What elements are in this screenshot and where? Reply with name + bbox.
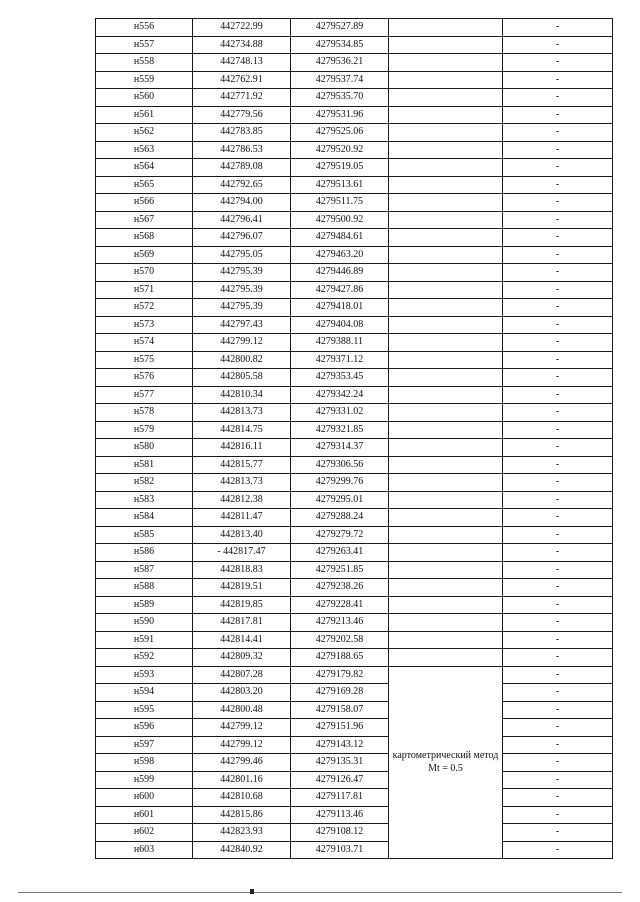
x-coordinate-cell: 442800.48 <box>193 701 291 719</box>
point-cell: н586 <box>96 544 193 562</box>
table-row <box>96 421 613 439</box>
point-cell: н590 <box>96 614 193 632</box>
y-coordinate-cell: 4279108.12 <box>291 824 389 842</box>
x-coordinate-cell: 442800.82 <box>193 351 291 369</box>
table-row <box>96 211 613 229</box>
x-coordinate-cell: 442813.40 <box>193 526 291 544</box>
accuracy-dash-cell: - <box>503 509 613 527</box>
table-row <box>96 299 613 317</box>
table-row <box>96 124 613 142</box>
y-coordinate-cell: 4279446.89 <box>291 264 389 282</box>
method-cell-empty <box>389 106 503 124</box>
y-coordinate-cell: 4279143.12 <box>291 736 389 754</box>
y-coordinate-cell: 4279188.65 <box>291 649 389 667</box>
x-coordinate-cell: 442813.73 <box>193 404 291 422</box>
point-cell: н577 <box>96 386 193 404</box>
method-cell-empty <box>389 579 503 597</box>
y-coordinate-cell: 4279531.96 <box>291 106 389 124</box>
point-cell: н571 <box>96 281 193 299</box>
table-row <box>96 106 613 124</box>
y-coordinate-cell: 4279151.96 <box>291 719 389 737</box>
method-cell-empty <box>389 89 503 107</box>
x-coordinate-cell: 442801.16 <box>193 771 291 789</box>
y-coordinate-cell: 4279463.20 <box>291 246 389 264</box>
method-cell-empty <box>389 159 503 177</box>
x-coordinate-cell: 442786.53 <box>193 141 291 159</box>
table-row <box>96 666 613 684</box>
x-coordinate-cell: 442816.11 <box>193 439 291 457</box>
x-coordinate-cell: 442815.86 <box>193 806 291 824</box>
y-coordinate-cell: 4279511.75 <box>291 194 389 212</box>
method-cell-empty <box>389 386 503 404</box>
method-note: картометрический метод Mt = 0.5 <box>389 666 503 859</box>
x-coordinate-cell: 442748.13 <box>193 54 291 72</box>
accuracy-dash-cell: - <box>503 649 613 667</box>
point-cell: н565 <box>96 176 193 194</box>
table-row <box>96 789 613 807</box>
table-row <box>96 561 613 579</box>
point-cell: н582 <box>96 474 193 492</box>
accuracy-dash-cell: - <box>503 229 613 247</box>
table-row <box>96 491 613 509</box>
method-cell-empty <box>389 526 503 544</box>
table-row <box>96 176 613 194</box>
x-coordinate-cell: 442818.83 <box>193 561 291 579</box>
accuracy-dash-cell: - <box>503 369 613 387</box>
accuracy-dash-cell: - <box>503 71 613 89</box>
accuracy-dash-cell: - <box>503 141 613 159</box>
table-row <box>96 246 613 264</box>
x-coordinate-cell: 442799.12 <box>193 719 291 737</box>
point-cell: н600 <box>96 789 193 807</box>
x-coordinate-cell: 442792.65 <box>193 176 291 194</box>
accuracy-dash-cell: - <box>503 544 613 562</box>
accuracy-dash-cell: - <box>503 491 613 509</box>
accuracy-dash-cell: - <box>503 19 613 37</box>
y-coordinate-cell: 4279279.72 <box>291 526 389 544</box>
table-row <box>96 474 613 492</box>
y-coordinate-cell: 4279126.47 <box>291 771 389 789</box>
method-cell-empty <box>389 509 503 527</box>
table-row <box>96 526 613 544</box>
y-coordinate-cell: 4279306.56 <box>291 456 389 474</box>
method-cell-empty <box>389 614 503 632</box>
method-cell-empty <box>389 229 503 247</box>
accuracy-dash-cell: - <box>503 701 613 719</box>
y-coordinate-cell: 4279519.05 <box>291 159 389 177</box>
y-coordinate-cell: 4279202.58 <box>291 631 389 649</box>
table-row <box>96 701 613 719</box>
table-row <box>96 351 613 369</box>
method-cell-empty <box>389 369 503 387</box>
x-coordinate-cell: 442794.00 <box>193 194 291 212</box>
accuracy-dash-cell: - <box>503 124 613 142</box>
point-cell: н603 <box>96 841 193 859</box>
point-cell: н558 <box>96 54 193 72</box>
point-cell: н589 <box>96 596 193 614</box>
accuracy-dash-cell: - <box>503 54 613 72</box>
accuracy-dash-cell: - <box>503 264 613 282</box>
accuracy-dash-cell: - <box>503 159 613 177</box>
x-coordinate-cell: 442810.68 <box>193 789 291 807</box>
point-cell: н566 <box>96 194 193 212</box>
x-coordinate-cell: 442811.47 <box>193 509 291 527</box>
accuracy-dash-cell: - <box>503 631 613 649</box>
method-cell-empty <box>389 246 503 264</box>
point-cell: н597 <box>96 736 193 754</box>
table-row <box>96 841 613 859</box>
point-cell: н585 <box>96 526 193 544</box>
method-cell-empty <box>389 211 503 229</box>
method-cell-empty <box>389 141 503 159</box>
accuracy-dash-cell: - <box>503 334 613 352</box>
point-cell: н592 <box>96 649 193 667</box>
accuracy-dash-cell: - <box>503 596 613 614</box>
point-cell: н563 <box>96 141 193 159</box>
point-cell: н573 <box>96 316 193 334</box>
accuracy-dash-cell: - <box>503 824 613 842</box>
point-cell: н593 <box>96 666 193 684</box>
table-row <box>96 736 613 754</box>
method-cell-empty <box>389 649 503 667</box>
point-cell: н578 <box>96 404 193 422</box>
point-cell: н569 <box>96 246 193 264</box>
accuracy-dash-cell: - <box>503 754 613 772</box>
x-coordinate-cell: 442795.39 <box>193 281 291 299</box>
accuracy-dash-cell: - <box>503 439 613 457</box>
point-cell: н599 <box>96 771 193 789</box>
table-row <box>96 456 613 474</box>
x-coordinate-cell: 442803.20 <box>193 684 291 702</box>
page-bottom-rule <box>18 892 622 893</box>
point-cell: н572 <box>96 299 193 317</box>
point-cell: н588 <box>96 579 193 597</box>
x-coordinate-cell: 442814.75 <box>193 421 291 439</box>
table-row <box>96 404 613 422</box>
y-coordinate-cell: 4279427.86 <box>291 281 389 299</box>
accuracy-dash-cell: - <box>503 456 613 474</box>
method-cell-empty <box>389 456 503 474</box>
table-row <box>96 509 613 527</box>
x-coordinate-cell: 442796.07 <box>193 229 291 247</box>
y-coordinate-cell: 4279117.81 <box>291 789 389 807</box>
y-coordinate-cell: 4279251.85 <box>291 561 389 579</box>
accuracy-dash-cell: - <box>503 421 613 439</box>
table-row <box>96 194 613 212</box>
x-coordinate-cell: 442795.05 <box>193 246 291 264</box>
y-coordinate-cell: 4279103.71 <box>291 841 389 859</box>
table-row <box>96 771 613 789</box>
method-cell-empty <box>389 544 503 562</box>
point-cell: н568 <box>96 229 193 247</box>
accuracy-dash-cell: - <box>503 684 613 702</box>
x-coordinate-cell: 442815.77 <box>193 456 291 474</box>
point-cell: н575 <box>96 351 193 369</box>
x-coordinate-cell: 442814.41 <box>193 631 291 649</box>
x-coordinate-cell: 442789.08 <box>193 159 291 177</box>
y-coordinate-cell: 4279314.37 <box>291 439 389 457</box>
point-cell: н560 <box>96 89 193 107</box>
x-coordinate-cell: 442817.81 <box>193 614 291 632</box>
x-coordinate-cell: 442762.91 <box>193 71 291 89</box>
y-coordinate-cell: 4279525.06 <box>291 124 389 142</box>
x-coordinate-cell: 442795.39 <box>193 264 291 282</box>
accuracy-dash-cell: - <box>503 316 613 334</box>
point-cell: н584 <box>96 509 193 527</box>
table-row <box>96 54 613 72</box>
method-cell-empty <box>389 631 503 649</box>
accuracy-dash-cell: - <box>503 474 613 492</box>
y-coordinate-cell: 4279299.76 <box>291 474 389 492</box>
y-coordinate-cell: 4279135.31 <box>291 754 389 772</box>
y-coordinate-cell: 4279213.46 <box>291 614 389 632</box>
point-cell: н559 <box>96 71 193 89</box>
y-coordinate-cell: 4279158.07 <box>291 701 389 719</box>
point-cell: н561 <box>96 106 193 124</box>
method-cell-empty <box>389 176 503 194</box>
table-row <box>96 631 613 649</box>
method-cell-empty <box>389 281 503 299</box>
y-coordinate-cell: 4279263.41 <box>291 544 389 562</box>
x-coordinate-cell: 442779.56 <box>193 106 291 124</box>
accuracy-dash-cell: - <box>503 299 613 317</box>
accuracy-dash-cell: - <box>503 36 613 54</box>
y-coordinate-cell: 4279179.82 <box>291 666 389 684</box>
accuracy-dash-cell: - <box>503 614 613 632</box>
x-coordinate-cell: 442796.41 <box>193 211 291 229</box>
accuracy-dash-cell: - <box>503 211 613 229</box>
accuracy-dash-cell: - <box>503 351 613 369</box>
accuracy-dash-cell: - <box>503 719 613 737</box>
y-coordinate-cell: 4279342.24 <box>291 386 389 404</box>
method-cell-empty <box>389 561 503 579</box>
table-row <box>96 386 613 404</box>
accuracy-dash-cell: - <box>503 404 613 422</box>
point-cell: н576 <box>96 369 193 387</box>
y-coordinate-cell: 4279527.89 <box>291 19 389 37</box>
table-row <box>96 439 613 457</box>
point-cell: н602 <box>96 824 193 842</box>
table-row <box>96 159 613 177</box>
accuracy-dash-cell: - <box>503 561 613 579</box>
y-coordinate-cell: 4279500.92 <box>291 211 389 229</box>
accuracy-dash-cell: - <box>503 386 613 404</box>
y-coordinate-cell: 4279520.92 <box>291 141 389 159</box>
method-cell-empty <box>389 36 503 54</box>
x-coordinate-cell: 442819.85 <box>193 596 291 614</box>
method-cell-empty <box>389 491 503 509</box>
y-coordinate-cell: 4279238.26 <box>291 579 389 597</box>
table-row <box>96 544 613 562</box>
point-cell: н601 <box>96 806 193 824</box>
x-coordinate-cell: 442809.32 <box>193 649 291 667</box>
x-coordinate-cell: 442812.38 <box>193 491 291 509</box>
accuracy-dash-cell: - <box>503 176 613 194</box>
method-cell-empty <box>389 19 503 37</box>
table-row <box>96 71 613 89</box>
y-coordinate-cell: 4279534.85 <box>291 36 389 54</box>
point-cell: н574 <box>96 334 193 352</box>
point-cell: н580 <box>96 439 193 457</box>
y-coordinate-cell: 4279113.46 <box>291 806 389 824</box>
accuracy-dash-cell: - <box>503 771 613 789</box>
y-coordinate-cell: 4279404.08 <box>291 316 389 334</box>
method-cell-empty <box>389 71 503 89</box>
x-coordinate-cell: 442810.34 <box>193 386 291 404</box>
point-cell: н598 <box>96 754 193 772</box>
x-coordinate-cell: 442722.99 <box>193 19 291 37</box>
accuracy-dash-cell: - <box>503 194 613 212</box>
y-coordinate-cell: 4279418.01 <box>291 299 389 317</box>
table-row <box>96 806 613 824</box>
point-cell: н595 <box>96 701 193 719</box>
x-coordinate-cell: 442797.43 <box>193 316 291 334</box>
x-coordinate-cell: 442799.46 <box>193 754 291 772</box>
y-coordinate-cell: 4279536.21 <box>291 54 389 72</box>
table-row <box>96 719 613 737</box>
table-row <box>96 36 613 54</box>
accuracy-dash-cell: - <box>503 281 613 299</box>
point-cell: н581 <box>96 456 193 474</box>
y-coordinate-cell: 4279535.70 <box>291 89 389 107</box>
point-cell: н556 <box>96 19 193 37</box>
point-cell: н587 <box>96 561 193 579</box>
point-cell: н594 <box>96 684 193 702</box>
table-row <box>96 316 613 334</box>
method-cell-empty <box>389 351 503 369</box>
method-cell-empty <box>389 316 503 334</box>
x-coordinate-cell: 442819.51 <box>193 579 291 597</box>
coordinates-table <box>95 18 613 859</box>
accuracy-dash-cell: - <box>503 579 613 597</box>
method-cell-empty <box>389 334 503 352</box>
method-cell-empty <box>389 299 503 317</box>
accuracy-dash-cell: - <box>503 666 613 684</box>
page-bottom-mark <box>250 889 254 894</box>
table-row <box>96 684 613 702</box>
y-coordinate-cell: 4279371.12 <box>291 351 389 369</box>
method-cell-empty <box>389 439 503 457</box>
accuracy-dash-cell: - <box>503 806 613 824</box>
x-coordinate-cell: 442783.85 <box>193 124 291 142</box>
accuracy-dash-cell: - <box>503 246 613 264</box>
accuracy-dash-cell: - <box>503 789 613 807</box>
table-row <box>96 579 613 597</box>
method-cell-empty <box>389 264 503 282</box>
method-cell-empty <box>389 54 503 72</box>
x-coordinate-cell: 442771.92 <box>193 89 291 107</box>
x-coordinate-cell: 442813.73 <box>193 474 291 492</box>
coordinates-table-body <box>96 19 613 859</box>
point-cell: н570 <box>96 264 193 282</box>
y-coordinate-cell: 4279228.41 <box>291 596 389 614</box>
accuracy-dash-cell: - <box>503 526 613 544</box>
method-cell-empty <box>389 596 503 614</box>
table-row <box>96 754 613 772</box>
accuracy-dash-cell: - <box>503 106 613 124</box>
x-coordinate-cell: 442840.92 <box>193 841 291 859</box>
method-cell-empty <box>389 124 503 142</box>
table-row <box>96 649 613 667</box>
y-coordinate-cell: 4279513.61 <box>291 176 389 194</box>
point-cell: н579 <box>96 421 193 439</box>
y-coordinate-cell: 4279288.24 <box>291 509 389 527</box>
point-cell: н557 <box>96 36 193 54</box>
y-coordinate-cell: 4279331.02 <box>291 404 389 422</box>
table-row <box>96 369 613 387</box>
y-coordinate-cell: 4279537.74 <box>291 71 389 89</box>
table-row <box>96 614 613 632</box>
point-cell: н567 <box>96 211 193 229</box>
method-cell-empty <box>389 194 503 212</box>
point-cell: н583 <box>96 491 193 509</box>
x-coordinate-cell: 442799.12 <box>193 736 291 754</box>
y-coordinate-cell: 4279321.85 <box>291 421 389 439</box>
method-cell-empty <box>389 421 503 439</box>
y-coordinate-cell: 4279388.11 <box>291 334 389 352</box>
table-row <box>96 19 613 37</box>
point-cell: н562 <box>96 124 193 142</box>
x-coordinate-cell: 442734.88 <box>193 36 291 54</box>
point-cell: н591 <box>96 631 193 649</box>
accuracy-dash-cell: - <box>503 841 613 859</box>
table-row <box>96 141 613 159</box>
point-cell: н564 <box>96 159 193 177</box>
x-coordinate-cell: 442823.93 <box>193 824 291 842</box>
y-coordinate-cell: 4279169.28 <box>291 684 389 702</box>
point-cell: н596 <box>96 719 193 737</box>
method-cell-empty <box>389 404 503 422</box>
y-coordinate-cell: 4279295.01 <box>291 491 389 509</box>
table-row <box>96 281 613 299</box>
method-cell-empty <box>389 474 503 492</box>
table-row <box>96 824 613 842</box>
table-row <box>96 596 613 614</box>
x-coordinate-cell: 442805.58 <box>193 369 291 387</box>
accuracy-dash-cell: - <box>503 89 613 107</box>
table-row <box>96 264 613 282</box>
table-row <box>96 89 613 107</box>
x-coordinate-cell: 442807.28 <box>193 666 291 684</box>
x-coordinate-cell: 442795.39 <box>193 299 291 317</box>
x-coordinate-cell: - 442817.47 <box>193 544 291 562</box>
y-coordinate-cell: 4279484.61 <box>291 229 389 247</box>
table-row <box>96 334 613 352</box>
accuracy-dash-cell: - <box>503 736 613 754</box>
table-row <box>96 229 613 247</box>
y-coordinate-cell: 4279353.45 <box>291 369 389 387</box>
x-coordinate-cell: 442799.12 <box>193 334 291 352</box>
